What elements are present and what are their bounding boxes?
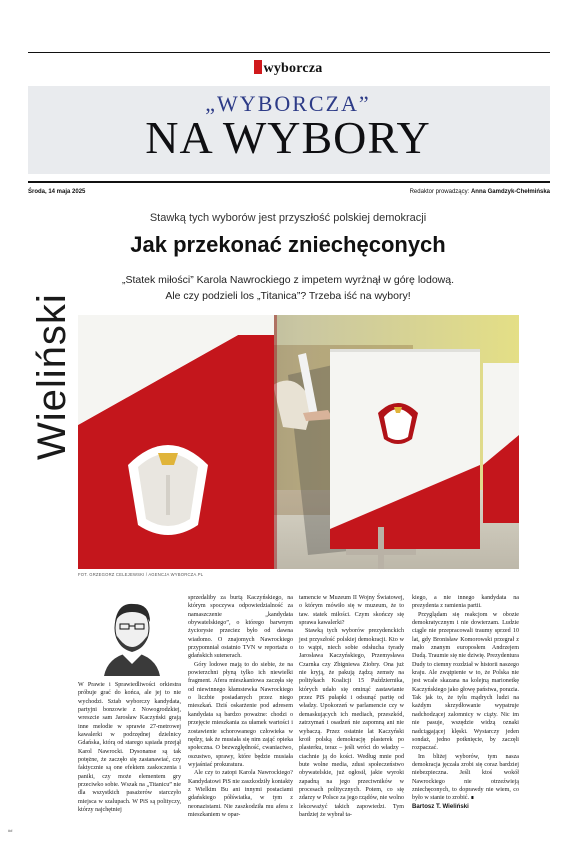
author-name-vertical: Wieliński	[30, 293, 74, 460]
dek-line-1: „Statek miłości” Karola Nawrockiego z impetem wyrżnął w górę lodową.	[121, 274, 455, 286]
article-column-4	[412, 594, 519, 811]
brand-mark-icon	[254, 60, 262, 74]
voting-booth-photo	[78, 315, 519, 569]
article-column-2	[188, 594, 293, 819]
article-headline: Jak przekonać zniechęconych	[130, 232, 446, 257]
brand-logo[interactable]	[0, 60, 576, 77]
issue-date: Środa, 14 maja 2025	[28, 189, 86, 195]
column-2-paragraph-2: Góry lodowe mają to do siebie, że na powierzchni płyną tylko ich niewielki fragment. Afera mieszkaniowa zaczęła się od niewinnego kłamstewka Nawrockiego o liczbie posiadanych przez niego mieszkań. Dziś oskarżenie pod adresem kandydata są bardzo poważne: chodzi o przejęcie mieszkania za ułamek wartości i zostawienie schorowanego człowieka w nędzy, tak że musiała się nim zająć opieka społeczna. O bezwzględność, cwaniactwo, oszustwo, sprawy, które będzie musiała wyjaśniać prokuratura.	[188, 661, 293, 768]
column-3-paragraph-1: tamencie w Muzeum II Wojny Światowej, o którym mówiło się w muzeum, że to taw. statek miłości. Czym skończy się sprawa kawalerki?	[299, 595, 404, 627]
section-quote-title: „WYBORCZA”	[205, 91, 371, 116]
page-number: ##	[8, 828, 13, 833]
column-4-paragraph-2: Przyglądam się reakcjom w obozie demokratycznym i nie dowierzam. Ludzie ciągle nie przepracowali traumy sprzed 10 lat, gdy Bronisław Komorowski przegrał z mało znanym europosłem Andrzejem Dudą. Traumie się nie dziwię. Prezydentura Dudy to ciemny rozdział w historii naszego kraju. Ale zwątpienie w to, że Polska nie jest wcale skazana na kolejną marionetkę Kaczyńskiego jako głowę państwa, porazia. Tak jak to, że tylu mądrych ludzi na każdym skrzydłowanie wypatruje nadchodzącej zalomnicy w ciąży. Nic im nie pasuje, wszędzie widzą oznaki nadciągającej klęski. Wystarczy jeden sondaż, jedno potknięcie, by zaczęli rozpaczać.	[412, 611, 519, 752]
author-portrait-sketch	[90, 592, 174, 676]
section-main-title: NA WYBORY	[145, 112, 431, 163]
article-column-1	[78, 681, 181, 815]
author-signature: Bartosz T. Wieliński	[412, 802, 469, 810]
column-2-paragraph-3: Ale czy to zatopi Karola Nawrockiego? Kandydatowi PiS nie zaszkodziły kontakty z Wielkim Bu ani innymi postaciami gdańskiego półświatka, w tym z neonazistami. Nie zaszkodziła mu afera z mieszkaniem w opar-	[188, 770, 293, 818]
voting-booth-illustration	[78, 315, 519, 569]
editor-credit	[410, 189, 550, 195]
column-3-paragraph-2: Stawką tych wyborów prezydenckich jest przyszłość polskiej demokracji. Kto w to wątpi, niech sobie odsłucha tyrady Jarosława Kaczyńskiego, Przemysława Czarnka czy Zbigniewa Ziobry. Ona już nie kryją, że pakują żądzą zemsty na politykach Koalicji 15 Października, których udało się ominąć zastawianie przez PiS pułapki i odsunąć partię od władzy. Upokorzeń w parlamencie czy w demaskujących ich mediach, przeszkód, zatrzymań i osadzeń nie zapomną ani nie wybaczą. Przez ostatnie lat Kaczyński kroił polską demokrację plasterek po plasterku, teraz – jeśli wróci do władzy – ciachnie ją do kości. Według mnie pod bute wolne media, zdusi społeczeństwo obywatelskie, już ogłosił, jakie wyroki zapadną na jego przeciwników w procesach politycznych. Potem, co się zdarzy w Polsce za jego rządów, nie wolno lekceważyć takich zapowiedzi. Tym bardziej że wybrał ta-	[299, 628, 404, 818]
brand-name: wyborcza	[263, 61, 323, 76]
editor-name: Anna Gamdzyk-Chełmińska	[470, 189, 550, 195]
top-rule	[28, 52, 550, 53]
article-kicker: Stawką tych wyborów jest przyszłość polskiej demokracji	[149, 212, 427, 224]
dek-line-2: Ale czy podzieli los „Titanica”? Trzeba iść na wybory!	[165, 290, 411, 302]
photo-credit: FOT. GRZEGORZ CELEJEWSKI / AGENCJA WYBORCZA.PL	[78, 572, 204, 577]
column-4-paragraph-1: kiego, a nie innego kandydata na prezydenta z ramienia partii.	[412, 595, 519, 610]
article-dek	[0, 272, 576, 304]
column-4-paragraph-3: Im bliżej wyborów, tym nasza demokracja jęczała zrobi się coraz bardziej niebezpieczna. Jeśli ktoś wokół Nawrockiego nie otrzeźwieją zniechęconych, to doprawdy nie wiem, co było w stanie to zrobić. ∎	[412, 753, 519, 802]
column-2-paragraph-1: sprzedaliby za burtą Kaczyńskiego, na którym spoczywa odpowiedzialność za namaszczenie „kandydata obywatelskiego”, o którego barwnym życiorysie przeciez było od dawna wiadomo. O znajomych Nawrockiego przypomniał ostatnio TVN w reportażu o gdańskich sutenerach.	[188, 595, 293, 660]
column-1-paragraph-1: W Prawie i Sprawiedliwości orkiestra próbuje grać do końca, ale jej to nie wychodzi. Sztab wyborczy kandydata, partyjni bonzowie z Nowogrodzkiej, wreszcie sam Jarosław Kaczyński grają inne melodie w sprawie 27-metrowej kawalerki w podrzędnej dzielnicy Gdańska, którą od starego sąsiada przejął Karol Nawrocki. Dysonanse są tak potężne, że zaczęło się zastanawiać, czy faktycznie są one efektem zaskoczenia i paniki, czy może elementem gry przeciwko sobie. Wszak na „Titanicu” nie dla wszystkich pasażerów starczyło miejsca w szalupach. W PiS są polityczy, którzy najchętniej	[78, 682, 181, 814]
author-portrait	[90, 592, 174, 676]
article-column-3	[299, 594, 404, 819]
editor-label: Redaktor prowadzący:	[409, 189, 471, 195]
date-rule	[28, 181, 550, 183]
